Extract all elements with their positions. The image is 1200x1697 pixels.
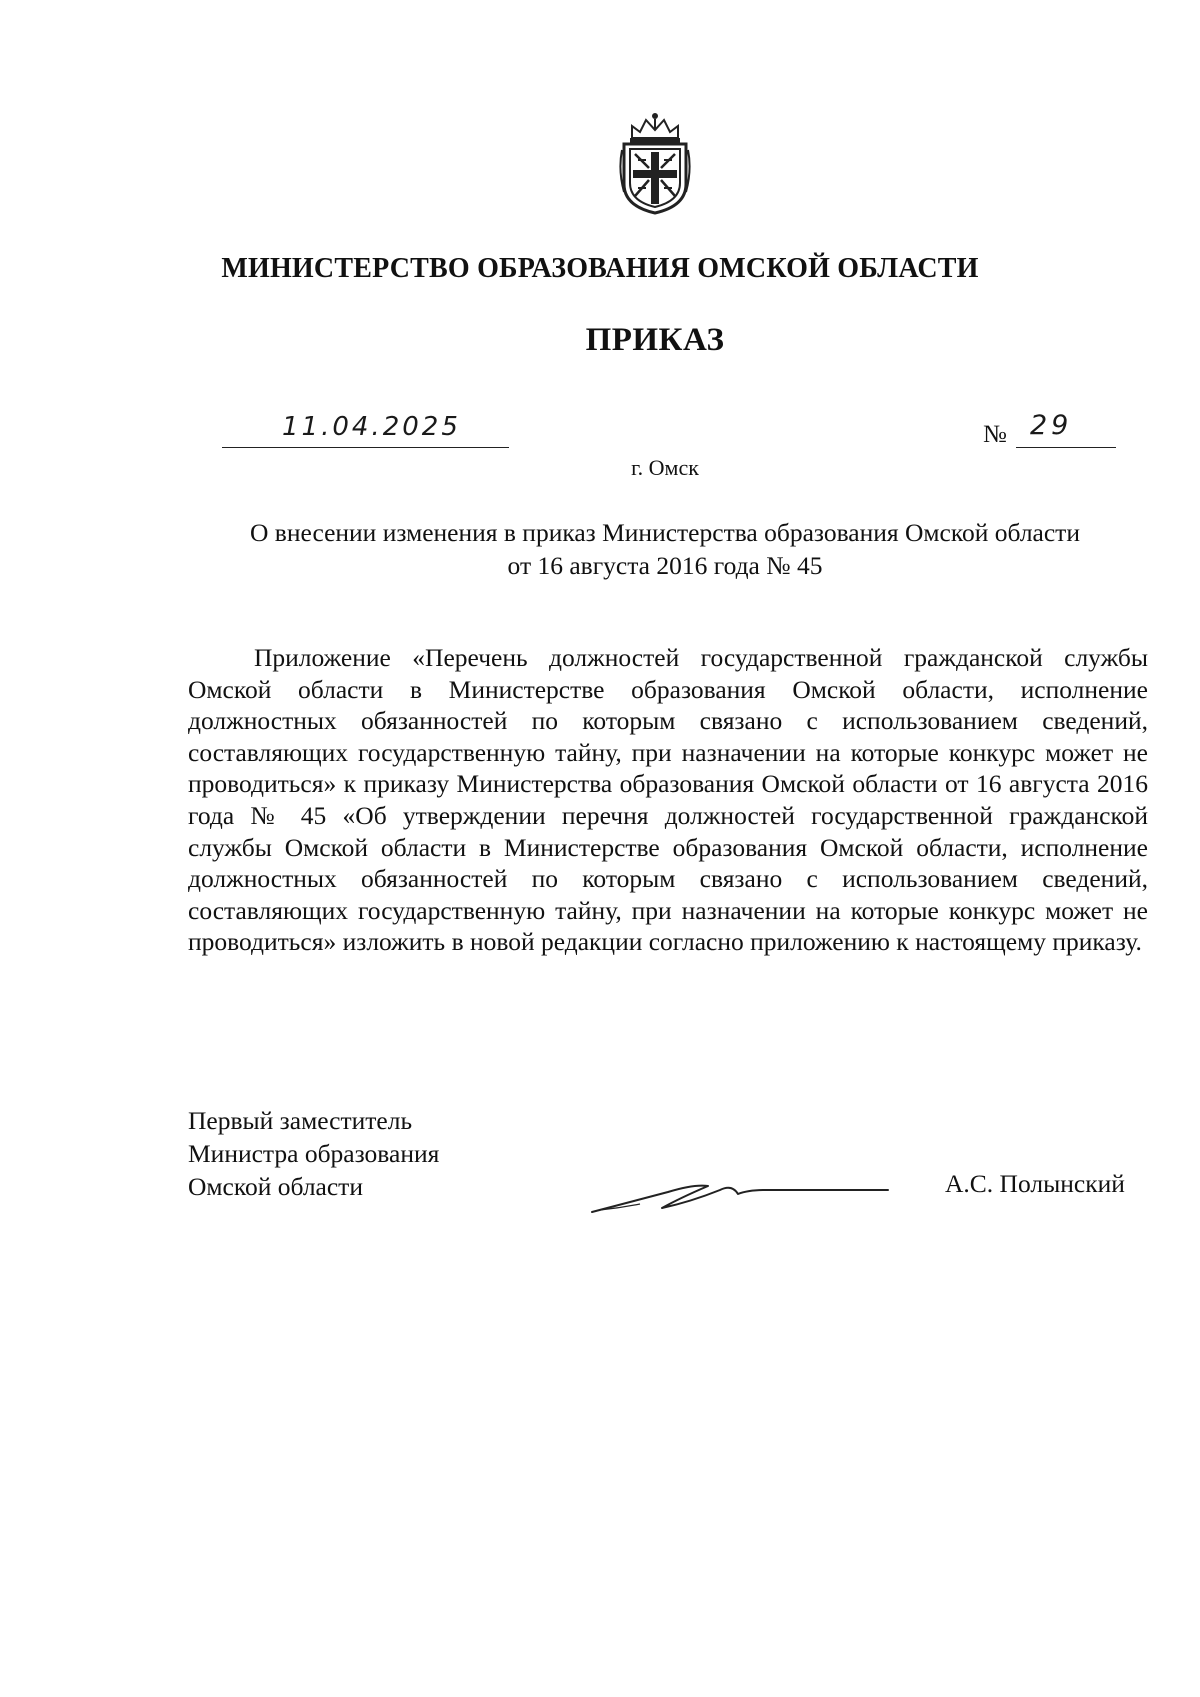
- date-underline: [222, 447, 509, 448]
- position-line: Омской области: [188, 1172, 363, 1201]
- order-date: 11.04.2025: [282, 412, 461, 442]
- signatory-position: [188, 1104, 439, 1203]
- ministry-name: МИНИСТЕРСТВО ОБРАЗОВАНИЯ ОМСКОЙ ОБЛАСТИ: [221, 253, 979, 284]
- number-label: №: [983, 421, 1007, 448]
- omsk-coat-of-arms-icon: [618, 110, 692, 216]
- city: г. Омск: [631, 455, 699, 480]
- handwritten-signature-icon: [590, 1168, 890, 1218]
- order-body: Приложение «Перечень должностей государственной гражданской службы Омской области в Министерстве образования Омской области, исполнение должностных обязанностей по которым связано с использованием сведений, составляющих государственную тайну, при назначении на которые конкурс может не проводиться» к приказу Министерства образования Омской области от 16 августа 2016 года № 45 «Об утверждении перечня должностей государственной гражданской службы Омской области в Министерстве образования Омской области, исполнение должностных обязанностей по которым связано с использованием сведений, составляющих государственную тайну, при назначении на которые конкурс может не проводиться» изложить в новой редакции согласно приложению к настоящему приказу.: [188, 643, 1148, 957]
- order-subject: [150, 516, 1180, 582]
- signatory-name: А.С. Полынский: [945, 1169, 1125, 1198]
- order-number: 29: [1030, 410, 1073, 441]
- subject-line: О внесении изменения в приказ Министерства образования Омской области: [250, 518, 1080, 547]
- number-underline: [1016, 447, 1116, 448]
- position-line: Министра образования: [188, 1139, 440, 1168]
- subject-line: от 16 августа 2016 года № 45: [507, 551, 823, 580]
- position-line: Первый заместитель: [188, 1106, 413, 1135]
- document-type: ПРИКАЗ: [585, 322, 725, 358]
